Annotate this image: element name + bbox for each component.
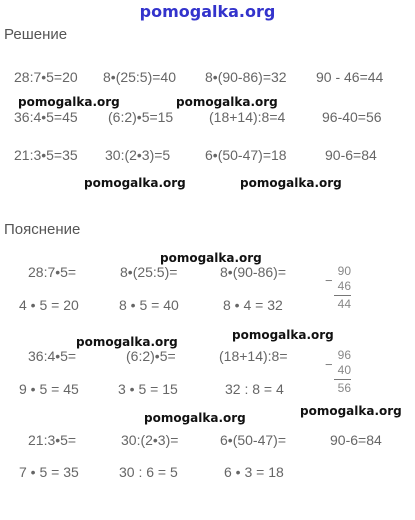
explanation-step: 9 • 5 = 45 (19, 381, 79, 397)
explanation-expr: 36:4•5= (28, 348, 77, 364)
column-result: 56 (337, 381, 351, 395)
watermark: pomogalka.org (18, 95, 120, 109)
solution-expr: 96-40=56 (322, 109, 382, 125)
explanation-expr: 8•(25:5)= (120, 264, 178, 280)
watermark: pomogalka.org (176, 95, 278, 109)
explanation-expr: 28:7•5= (28, 264, 77, 280)
column-subtraction (325, 264, 351, 312)
watermark: pomogalka.org (240, 176, 342, 190)
watermark: pomogalka.org (232, 328, 334, 342)
explanation-step: 32 : 8 = 4 (225, 381, 284, 397)
site-header[interactable]: pomogalka.org (139, 2, 276, 21)
solution-expr: 6•(50-47)=18 (205, 147, 287, 163)
explanation-expr: 30:(2•3)= (121, 432, 179, 448)
explanation-step: 8 • 4 = 32 (223, 297, 283, 313)
explanation-step: 7 • 5 = 35 (19, 464, 79, 480)
explanation-step: 30 : 6 = 5 (119, 464, 178, 480)
column-result: 44 (337, 297, 351, 311)
solution-expr: 28:7•5=20 (14, 69, 78, 85)
watermark: pomogalka.org (160, 251, 262, 265)
solution-expr: 8•(90-86)=32 (205, 69, 287, 85)
minus-sign: − (325, 357, 333, 372)
column-subtrahend: 46 (337, 279, 351, 293)
explanation-title: Пояснение (4, 221, 81, 238)
explanation-step: 8 • 5 = 40 (119, 297, 179, 313)
solution-expr: 36:4•5=45 (14, 109, 78, 125)
explanation-expr: 8•(90-86)= (220, 264, 286, 280)
explanation-step: 4 • 5 = 20 (19, 297, 79, 313)
column-subtrahend: 40 (337, 363, 351, 377)
watermark: pomogalka.org (300, 404, 402, 418)
explanation-expr: (6:2)•5= (126, 348, 176, 364)
watermark: pomogalka.org (144, 411, 246, 425)
solution-expr: 8•(25:5)=40 (103, 69, 177, 85)
explanation-expr: (18+14):8= (219, 348, 288, 364)
explanation-expr: 6•(50-47)= (220, 432, 286, 448)
column-minuend: 90 (337, 264, 351, 278)
explanation-step: 3 • 5 = 15 (118, 381, 178, 397)
solution-expr: 90-6=84 (325, 147, 377, 163)
column-subtraction (325, 348, 351, 396)
watermark: pomogalka.org (76, 335, 178, 349)
solution-expr: 30:(2•3)=5 (105, 147, 171, 163)
solution-expr: 90 - 46=44 (316, 69, 384, 85)
watermark: pomogalka.org (84, 176, 186, 190)
explanation-expr: 21:3•5= (28, 432, 77, 448)
solution-expr: (6:2)•5=15 (108, 109, 174, 125)
explanation-expr: 90-6=84 (330, 432, 382, 448)
explanation-step: 6 • 3 = 18 (224, 464, 284, 480)
solution-expr: 21:3•5=35 (14, 147, 78, 163)
column-minuend: 96 (337, 348, 351, 362)
solution-expr: (18+14):8=4 (209, 109, 286, 125)
minus-sign: − (325, 273, 333, 288)
solution-title: Решение (4, 26, 68, 43)
